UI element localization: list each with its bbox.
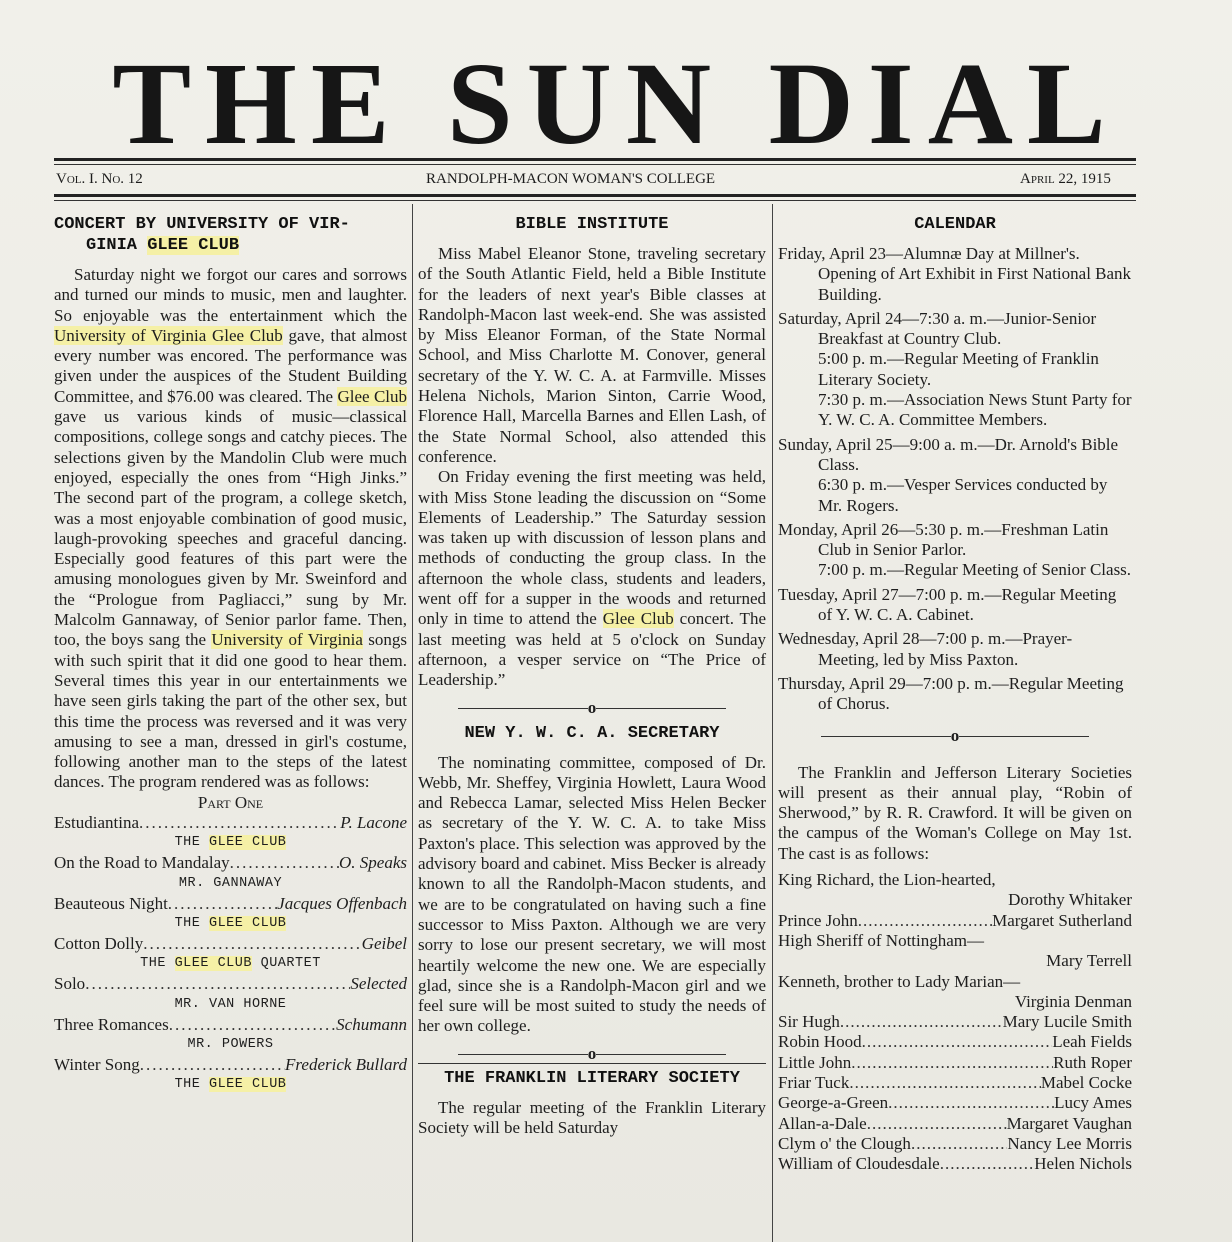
- program-list: [54, 813, 407, 1095]
- column-concert: [54, 212, 407, 1095]
- calendar-list: [778, 244, 1132, 715]
- program-composer: Jacques Offenbach: [277, 893, 407, 913]
- cast-role: Friar Tuck: [778, 1072, 850, 1092]
- cast-role: Clym o' the Clough: [778, 1133, 911, 1153]
- cast-entry: [778, 1012, 1132, 1032]
- program-item: [54, 974, 407, 994]
- calendar-headline: CALENDAR: [914, 215, 996, 234]
- highlight: GLEE CLUB: [147, 236, 240, 255]
- calendar-entry: Tuesday, April 27—7:00 p. m.—Regular Meeting of Y. W. C. A. Cabinet.: [778, 584, 1117, 625]
- calendar-sub-entry: 6:30 p. m.—Vesper Services conducted by Mr. Rogers.: [818, 475, 1108, 515]
- cast-role: Little John: [778, 1052, 852, 1072]
- issue-date: April 22, 1915: [1020, 171, 1111, 187]
- cast-entry: [778, 1134, 1132, 1154]
- concert-headline: CONCERT BY UNIVERSITY OF VIR- GINIA GLEE CLUB: [54, 215, 350, 255]
- cast-actor: Ruth Roper: [1053, 1052, 1132, 1072]
- program-item: [54, 934, 407, 954]
- highlight: University of Virginia: [211, 630, 363, 650]
- highlight: Glee Club: [337, 386, 408, 406]
- cast-role: Kenneth, brother to Lady Marian—: [778, 971, 1021, 991]
- calendar-entry: Wednesday, April 28—7:00 p. m.—Prayer-Meeting, led by Miss Paxton.: [778, 629, 1073, 669]
- calendar-sub-entry: 7:30 p. m.—Association News Stunt Party for Y. W. C. A. Committee Members.: [818, 390, 1132, 430]
- calendar-entry: Monday, April 26—5:30 p. m.—Freshman Latin Club in Senior Parlor.: [778, 519, 1109, 560]
- program-item: [54, 853, 407, 873]
- bible-paragraph: On Friday evening the first meeting was held, with Miss Stone leading the discussion on “Some Elements of Leadership.” The Saturday session was taken up with discussion of lesson plans and methods of conducting the group class. In the afternoon the whole class, students and leaders, went off for a supper in the woods and returned only in time to attend the Glee Club concert. The last meeting was held at 5 o'clock on Sunday afternoon, a vesper service on “The Price of Leadership.”: [418, 467, 766, 690]
- program-composer: Geibel: [361, 933, 407, 953]
- cast-entry: [778, 1032, 1132, 1052]
- cast-actor: Nancy Lee Morris: [1007, 1133, 1132, 1153]
- ywca-headline: NEW Y. W. C. A. SECRETARY: [464, 723, 720, 743]
- highlight: University of Virginia Glee Club: [54, 325, 283, 345]
- highlight: GLEE CLUB: [208, 1077, 287, 1093]
- cast-role: High Sheriff of Nottingham—: [778, 930, 985, 950]
- cast-actor: Lucy Ames: [1054, 1093, 1132, 1113]
- masthead-rule-thin: [54, 164, 1136, 165]
- concert-article: Saturday night we forgot our cares and sorrows and turned our minds to music, men and laughter. So enjoyable was the entertainment which the University of Virginia Glee Club gave, that almost every number was encored. The performance was given under the auspices of the Student Building Committee, and $76.00 was cleared. The Glee Club gave us various kinds of music—classical compositions, college songs and catchy pieces. The selections given by the Mandolin Club were much enjoyed, especially the ones from “High Jinks.” The second part of the program, a college sketch, was a most enjoyable combination of good music, laugh-provoking speeches and graceful dancing. Especially good features of this part were the amusing monologues given by Mr. Sweinford and the “Prologue from Pagliacci,” sung by Mr. Malcolm Gannaway, of Senior parlor fame. Then, too, the boys sang the University of Virginia songs with such spirit that it did one good to hear them. Several times this year in our entertainments we have seen girls taking the part of the other sex, but this time the process was reversed and it was very amusing to see a man, dressed in girl's costume, following another man to the steps of the latest dances. The program rendered was as follows:: [54, 265, 408, 792]
- college-name: RANDOLPH-MACON WOMAN'S COLLEGE: [426, 171, 716, 187]
- header-rule: [54, 194, 1136, 197]
- cast-role: Allan-a-Dale: [778, 1113, 867, 1133]
- cast-entry: Prince John ..... Margaret Sutherland: [778, 911, 1132, 931]
- header-rule-thin: [54, 200, 1136, 201]
- calendar-entry: Thursday, April 29—7:00 p. m.—Regular Meeting of Chorus.: [778, 673, 1124, 714]
- cast-rows: [778, 1012, 1132, 1174]
- play-announcement: The Franklin and Jefferson Literary Societies will present as their annual play, “Robin of Sherwood,” by R. R. Crawford. It will be given on the campus of the Woman's College on May 1st. The cast is as follows:: [778, 762, 1132, 863]
- section-separator: o: [778, 731, 1132, 741]
- program-item: [54, 1055, 407, 1075]
- program-performer: THE GLEE CLUB: [174, 835, 287, 851]
- program-title: Cotton Dolly: [54, 933, 144, 953]
- program-composer: Frederick Bullard: [285, 1054, 407, 1074]
- program-title: Beauteous Night: [54, 893, 168, 913]
- highlight: GLEE CLUB: [208, 915, 287, 931]
- program-composer: O. Speaks: [339, 853, 407, 873]
- cast-actor: Virginia Denman: [1014, 991, 1132, 1011]
- cast-entry: [778, 1114, 1132, 1134]
- program-title: Winter Song: [54, 1054, 140, 1074]
- program-performer: THE GLEE CLUB QUARTET: [140, 956, 321, 972]
- highlight: GLEE CLUB: [208, 835, 287, 851]
- highlight: GLEE CLUB: [174, 956, 252, 972]
- column-calendar: [778, 212, 1132, 1174]
- section-separator: o: [418, 703, 766, 713]
- cast-role: George-a-Green: [778, 1093, 889, 1113]
- program-performer: MR. GANNAWAY: [178, 875, 283, 891]
- bible-headline: BIBLE INSTITUTE: [515, 215, 669, 234]
- program-title: On the Road to Mandalay: [54, 853, 230, 873]
- program-composer: Selected: [350, 974, 407, 994]
- cast-entry: [778, 1053, 1132, 1073]
- cast-actor: Mary Terrell: [1046, 951, 1132, 971]
- program-title: Solo: [54, 974, 86, 994]
- program-performer: MR. POWERS: [187, 1036, 274, 1052]
- calendar-entry: Saturday, April 24—7:30 a. m.—Junior-Senior Breakfast at Country Club.: [778, 308, 1097, 349]
- program-composer: Schumann: [336, 1014, 407, 1034]
- section-separator: o: [418, 1049, 766, 1059]
- masthead-rule: [54, 158, 1136, 161]
- franklin-headline: THE FRANKLIN LITERARY SOCIETY: [418, 1063, 766, 1089]
- calendar-entry: Sunday, April 25—9:00 a. m.—Dr. Arnold's Bible Class.: [778, 434, 1119, 474]
- cast-entry: [778, 1093, 1132, 1113]
- bible-paragraph: Miss Mabel Eleanor Stone, traveling secretary of the South Atlantic Field, held a Bible Institute for the leaders of next year's Bible classes at Randolph-Macon last week-end. She was assisted by Miss Eleanor Forman, of the State Normal School, and Miss Charlotte M. Conover, general secretary of the Y. W. C. A. at Farmville. Misses Helena Nichols, Marion Sinton, Carrie Wood, Florence Hall, Marcella Barnes and Ellen Lash, of the State Normal School, also attended this conference.: [418, 244, 766, 466]
- franklin-paragraph: The regular meeting of the Franklin Literary Society will be held Saturday: [418, 1097, 766, 1137]
- program-item: [54, 1015, 407, 1035]
- column-middle: [418, 212, 766, 1138]
- cast-actor: Leah Fields: [1052, 1032, 1132, 1052]
- cast-entry: [778, 1073, 1132, 1093]
- program-performer: THE GLEE CLUB: [174, 1077, 287, 1093]
- program-title: Three Romances: [54, 1014, 169, 1034]
- cast-role: King Richard, the Lion-hearted,: [778, 870, 996, 890]
- program-performer: THE GLEE CLUB: [174, 915, 287, 931]
- volume-number: Vol. I. No. 12: [56, 171, 143, 187]
- cast-actor: Mary Lucile Smith: [1002, 1012, 1132, 1032]
- cast-role: William of Cloudesdale: [778, 1154, 940, 1174]
- cast-actor: Helen Nichols: [1034, 1154, 1132, 1174]
- program-title: Estudiantina: [54, 813, 139, 833]
- calendar-entry: Friday, April 23—Alumnæ Day at Millner's. Opening of Art Exhibit in First National Bank Building.: [778, 244, 1132, 304]
- highlight: Glee Club: [602, 609, 674, 629]
- cast-list: [778, 870, 1132, 1174]
- column-divider: [412, 204, 413, 1242]
- cast-actor: Margaret Vaughan: [1006, 1113, 1132, 1133]
- masthead-title: THE SUN DIAL: [112, 38, 1120, 169]
- calendar-sub-entry: 5:00 p. m.—Regular Meeting of Franklin Literary Society.: [818, 349, 1099, 389]
- cast-actor: Dorothy Whitaker: [1008, 890, 1132, 910]
- program-composer: P. Lacone: [340, 813, 407, 833]
- cast-entry: [778, 1154, 1132, 1174]
- cast-role: Robin Hood: [778, 1032, 862, 1052]
- cast-role: Sir Hugh: [778, 1012, 840, 1032]
- program-item: [54, 813, 407, 833]
- column-divider: [772, 204, 773, 1242]
- program-part-heading: Part One: [197, 792, 264, 812]
- calendar-sub-entry: 7:00 p. m.—Regular Meeting of Senior Class.: [818, 560, 1132, 580]
- cast-actor: Mabel Cocke: [1040, 1072, 1132, 1092]
- ywca-paragraph: The nominating committee, composed of Dr. Webb, Mr. Sheffey, Virginia Howlett, Laura Wood and Rebecca Lamar, selected Miss Helen Becker as secretary of the Y. W. C. A. to take Miss Paxton's place. This selection was approved by the advisory board and cabinet. Miss Becker is already known to all the Randolph-Macon students, and we are to be congratulated on having such a fine successor to Miss Paxton. Although we are very sorry to lose our present secretary, we will most heartily welcome the new one. We are especially glad, since she is a Randolph-Macon girl and we feel sure will be most suited to study the needs of her own college.: [418, 752, 766, 1036]
- program-item: [54, 894, 407, 914]
- program-performer: MR. VAN HORNE: [174, 996, 287, 1012]
